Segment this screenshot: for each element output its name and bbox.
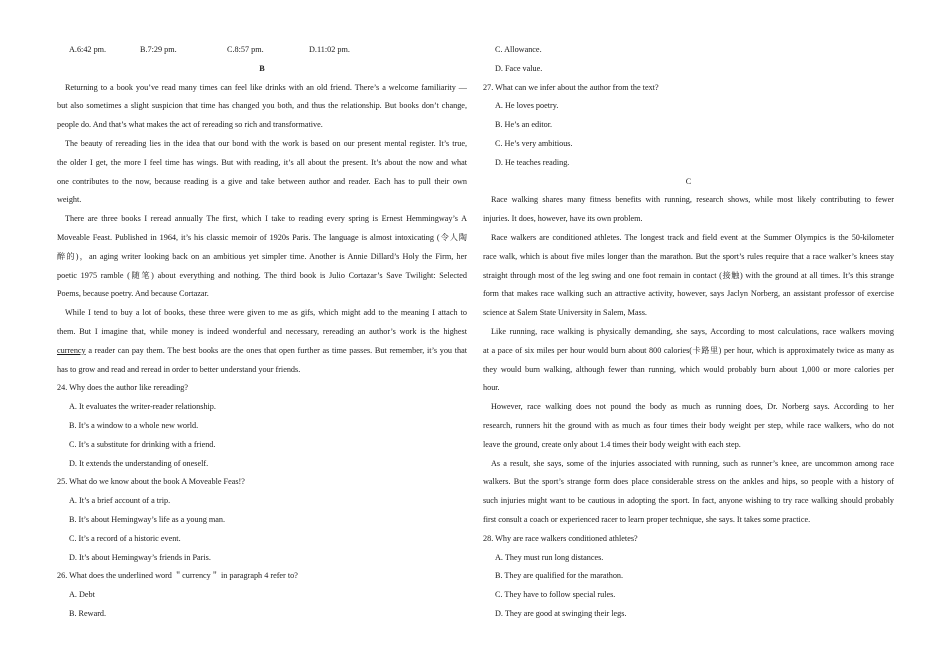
passage-c-p2-line: race walk, which is about five miles longer than the marathon. But the sport’s rules require that a race walker’s knees stay (483, 251, 894, 261)
passage-b-p3-line: Poems, because poetry. And because Cortazar. (57, 289, 209, 299)
q27-option-a: A. He loves poetry. (495, 101, 559, 111)
passage-b-p2-line: the older I get, the more I feel time has wings. But with reading, it’s all about the present. It’s about the now and what (57, 157, 467, 167)
passage-c-p2-line: Race walkers are conditioned athletes. The longest track and field event at the Summer Olympics is the 50-kilometer (491, 232, 894, 242)
q24-option-a: A. It evaluates the writer-reader relationship. (69, 402, 216, 412)
section-b-title: B (259, 63, 265, 73)
time-options (57, 41, 467, 60)
question-28: 28. Why are race walkers conditioned athletes? (483, 533, 638, 543)
q25-option-a: A. It’s a brief account of a trip. (69, 496, 171, 506)
q28-option-b: B. They are qualified for the marathon. (495, 571, 624, 581)
question-27: 27. What can we infer about the author from the text? (483, 82, 659, 92)
underlined-word-currency: currency (57, 345, 86, 355)
passage-b-p2-line: one contributes to the now, because reading is a give and take between author and reader. Each has to pull their own (57, 176, 467, 186)
passage-c-p2-line: straight through most of the leg swing and one foot remain in contact (接触) with the ground at all times. It’s this strange (483, 270, 894, 280)
passage-c-p1-line: injuries. It does, however, have its own problem. (483, 214, 643, 224)
passage-c-p3-line: Like running, race walking is physically demanding, she says, According to most calculations, race walkers moving (491, 326, 894, 336)
passage-b-p4-rest: a reader can pay them. The best books are the ones that open further as time passes. But remember, it’s you that (85, 345, 467, 355)
passage-b-p2-line: The beauty of rereading lies in the idea that our bond with the work is based on our present mental register. It’s true, (65, 138, 467, 148)
time-option-c: C.8:57 pm. (227, 45, 264, 54)
question-24: 24. Why does the author like rereading? (57, 383, 189, 393)
left-column (57, 41, 467, 624)
passage-c-p2-line: science at Salem State University in Salem, Mass. (483, 308, 647, 318)
time-option-a: A.6:42 pm. (69, 45, 107, 54)
time-option-b: B.7:29 pm. (140, 45, 177, 54)
q27-option-b: B. He’s an editor. (495, 120, 553, 130)
q28-option-c: C. They have to follow special rules. (495, 590, 616, 600)
q25-option-b: B. It’s about Hemingway’s life as a young man. (69, 514, 225, 524)
passage-c-p3-line: hour. (483, 383, 500, 393)
passage-c-p1-line: Race walking shares many fitness benefits with running, research shows, while most likely contributing to fewer (491, 195, 894, 205)
q26-option-b: B. Reward. (69, 608, 107, 618)
q26-option-c: C. Allowance. (495, 45, 542, 54)
passage-b-p3-line: 醉的)，an aging writer looking back on an ambitious yet simpler time. Another is Annie Dillard’s Holy the Firm, her (57, 251, 467, 261)
q25-option-c: C. It’s a record of a historic event. (69, 533, 181, 543)
passage-c-p3-line: at a pace of six miles per hour would burn about 800 calories(卡路里) per hour, which is approximately twice as many as (483, 345, 894, 355)
q24-option-b: B. It’s a window to a whole new world. (69, 420, 199, 430)
q27-option-d: D. He teaches reading. (495, 157, 570, 167)
passage-c-p4-line: However, race walking does not pound the body as much as running does, Dr. Norberg says. According to her (491, 402, 894, 412)
passage-b-p4-line: While I tend to buy a lot of books, these three were given to me as gifs, which might add to the meaning I attach to (65, 308, 467, 318)
q26-option-d: D. Face value. (495, 63, 543, 73)
q28-option-a: A. They must run long distances. (495, 552, 604, 562)
passage-c-p4-line: leave the ground, create only about 1.4 times their body weight with each step. (483, 439, 741, 449)
passage-b-p3-line: There are three books I reread annually The first, which I take to reading every spring is Ernest Hemmingway’s A (65, 214, 467, 224)
passage-b-p2-line: weight. (57, 195, 82, 205)
time-option-d: D.11:02 pm. (309, 45, 350, 54)
passage-b-p4-line: has to grow and read and reread in order to better understand your friends. (57, 364, 301, 374)
q27-option-c: C. He’s very ambitious. (495, 138, 573, 148)
q28-option-d: D. They are good at swinging their legs. (495, 608, 627, 618)
passage-b-p3-line: Moveable Feast. Published in 1964, it’s his classic memoir of 1920s Paris. The language is almost intoxicating (令人陶 (57, 232, 467, 242)
section-c-title: C (685, 176, 692, 186)
q24-option-c: C. It’s a substitute for drinking with a friend. (69, 439, 216, 449)
passage-b-p4-line: them. But I imagine that, while money is indeed wonderful and necessary, rereading an author’s work is the highest (57, 326, 467, 336)
right-column (483, 41, 894, 624)
passage-b-p3-line: poetic 1975 ramble (随笔) about everything and nothing. The third book is Julio Cortazar’s Save Twilight: Selected (57, 270, 467, 280)
passage-c-p5-line: walkers. But the sport’s strange form does place considerable stress on the ankles and hips, so people with a history of (483, 477, 894, 487)
q25-option-d: D. It’s about Hemingway’s friends in Paris. (69, 552, 211, 562)
passage-b-p1-line: Returning to a book you’ve read many times can feel like drinks with an old friend. There’s a welcome familiarity — (65, 82, 467, 92)
passage-b-p4-line-with-underline (57, 342, 467, 361)
q24-option-d: D. It extends the understanding of oneself. (69, 458, 209, 468)
passage-c-p5-line: As a result, she says, some of the injuries associated with running, such as runner’s knee, are uncommon among race (491, 458, 894, 468)
question-25: 25. What do we know about the book A Moveable Feas!? (57, 477, 245, 487)
q26-option-a: A. Debt (69, 590, 95, 600)
passage-c-p5-line: first consult a coach or experienced racer to learn proper technique, she says. It takes some practice. (483, 514, 811, 524)
passage-b-p1-line: people do. And that’s what makes the act of rereading so rich and transformative. (57, 120, 323, 130)
passage-c-p4-line: research, runners hit the ground with as much as four times their body weight per step, while race walkers, who do not (483, 420, 894, 430)
passage-c-p3-line: they would burn walking, although fewer than running, which would probably burn about 1,000 or more calories per (483, 364, 894, 374)
question-26: 26. What does the underlined word ＂currency＂ in paragraph 4 refer to? (57, 571, 298, 581)
passage-c-p2-line: form that makes race walking such an attractive activity, however, says Jaclyn Norberg, an assistant professor of exercise (483, 289, 894, 299)
passage-b-p1-line: but also sometimes a slight suspicion that time has changed you both, and thus the relationship. But books don’t change, (57, 101, 467, 111)
passage-c-p5-line: such injuries might want to be cautious in adopting the sport. In fact, anyone wishing to try race walking should probably (483, 496, 894, 506)
